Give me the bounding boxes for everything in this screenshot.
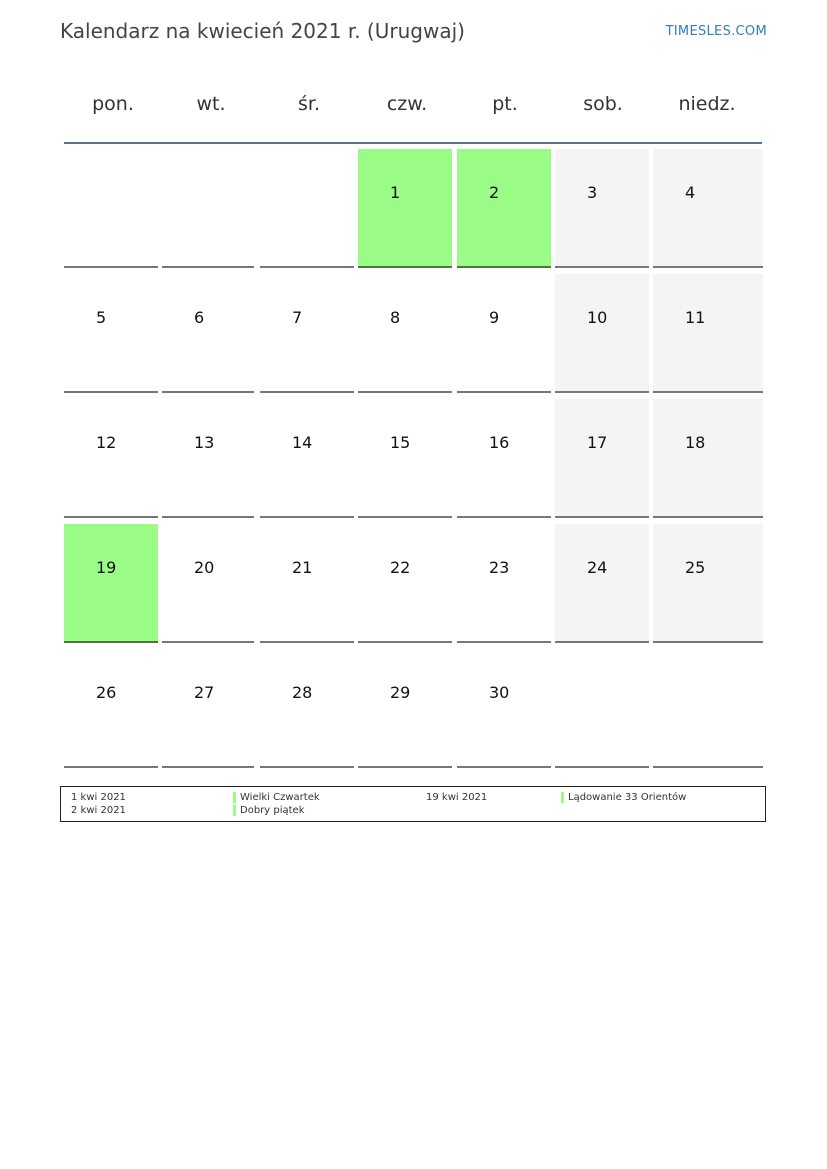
calendar-day-cell bbox=[260, 524, 354, 643]
calendar-empty-cell bbox=[260, 149, 354, 268]
calendar-day-cell bbox=[653, 524, 763, 643]
day-number: 20 bbox=[194, 558, 215, 577]
holiday-color-marker bbox=[561, 792, 564, 803]
calendar-day-cell bbox=[457, 399, 551, 518]
calendar-day-cell bbox=[555, 399, 649, 518]
legend-date: 2 kwi 2021 bbox=[71, 805, 126, 816]
header-divider bbox=[64, 142, 762, 144]
day-number: 27 bbox=[194, 683, 215, 702]
calendar-day-cell bbox=[653, 149, 763, 268]
calendar-day-cell bbox=[260, 274, 354, 393]
calendar-day-cell bbox=[64, 274, 158, 393]
calendar-empty-cell bbox=[162, 149, 254, 268]
calendar-day-cell bbox=[457, 649, 551, 768]
day-number: 28 bbox=[292, 683, 313, 702]
day-number: 4 bbox=[685, 183, 696, 202]
day-number: 7 bbox=[292, 308, 303, 327]
holiday-color-marker bbox=[233, 805, 236, 816]
calendar-day-cell bbox=[64, 649, 158, 768]
calendar-day-cell bbox=[358, 649, 452, 768]
day-number: 22 bbox=[390, 558, 411, 577]
calendar-day-cell bbox=[653, 399, 763, 518]
day-number: 10 bbox=[587, 308, 608, 327]
day-number: 14 bbox=[292, 433, 313, 452]
weekday-label: pon. bbox=[92, 93, 134, 115]
calendar-day-cell bbox=[457, 149, 551, 268]
legend-date: 19 kwi 2021 bbox=[426, 792, 488, 803]
day-number: 24 bbox=[587, 558, 608, 577]
calendar-day-cell bbox=[162, 274, 254, 393]
calendar-empty-cell bbox=[555, 649, 649, 768]
calendar-day-cell bbox=[358, 399, 452, 518]
legend-holiday-name: Dobry piątek bbox=[240, 805, 305, 816]
day-number: 9 bbox=[489, 308, 500, 327]
weekday-label: wt. bbox=[196, 93, 226, 115]
calendar-empty-cell bbox=[64, 149, 158, 268]
calendar-day-cell bbox=[358, 524, 452, 643]
calendar-day-cell bbox=[555, 149, 649, 268]
weekday-label: śr. bbox=[297, 93, 320, 115]
day-number: 17 bbox=[587, 433, 608, 452]
calendar-day-cell bbox=[653, 274, 763, 393]
holiday-color-marker bbox=[233, 792, 236, 803]
day-number: 11 bbox=[685, 308, 706, 327]
weekday-header-row bbox=[64, 80, 762, 128]
day-number: 16 bbox=[489, 433, 510, 452]
page-title: Kalendarz na kwiecień 2021 r. (Urugwaj) bbox=[60, 19, 465, 43]
day-number: 23 bbox=[489, 558, 510, 577]
calendar-empty-cell bbox=[653, 649, 763, 768]
day-number: 18 bbox=[685, 433, 706, 452]
day-number: 3 bbox=[587, 183, 598, 202]
calendar-day-cell bbox=[162, 399, 254, 518]
day-number: 13 bbox=[194, 433, 215, 452]
day-number: 1 bbox=[390, 183, 401, 202]
day-number: 21 bbox=[292, 558, 313, 577]
calendar-day-cell bbox=[358, 274, 452, 393]
day-number: 5 bbox=[96, 308, 107, 327]
legend-holiday-name: Wielki Czwartek bbox=[240, 792, 320, 803]
day-number: 30 bbox=[489, 683, 510, 702]
weekday-label: czw. bbox=[386, 93, 428, 115]
calendar-day-cell bbox=[555, 274, 649, 393]
day-number: 12 bbox=[96, 433, 117, 452]
weekday-label: niedz. bbox=[678, 93, 736, 115]
calendar-day-cell bbox=[260, 649, 354, 768]
calendar-day-cell bbox=[64, 524, 158, 643]
legend-date: 1 kwi 2021 bbox=[71, 792, 126, 803]
weekday-label: pt. bbox=[492, 93, 518, 115]
day-number: 25 bbox=[685, 558, 706, 577]
calendar-day-cell bbox=[260, 399, 354, 518]
calendar-day-cell bbox=[457, 274, 551, 393]
day-number: 29 bbox=[390, 683, 411, 702]
site-brand-link[interactable]: TIMESLES.COM bbox=[665, 24, 767, 39]
legend-holiday-name: Lądowanie 33 Orientów bbox=[568, 792, 687, 803]
day-number: 2 bbox=[489, 183, 500, 202]
holiday-legend bbox=[60, 786, 766, 822]
calendar-day-cell bbox=[457, 524, 551, 643]
calendar-day-cell bbox=[64, 399, 158, 518]
calendar-day-cell bbox=[162, 524, 254, 643]
calendar-day-cell bbox=[162, 649, 254, 768]
day-number: 8 bbox=[390, 308, 401, 327]
day-number: 26 bbox=[96, 683, 117, 702]
day-number: 15 bbox=[390, 433, 411, 452]
weekday-label: sob. bbox=[583, 93, 623, 115]
calendar-day-cell bbox=[555, 524, 649, 643]
calendar-day-cell bbox=[358, 149, 452, 268]
day-number: 19 bbox=[96, 558, 117, 577]
day-number: 6 bbox=[194, 308, 205, 327]
